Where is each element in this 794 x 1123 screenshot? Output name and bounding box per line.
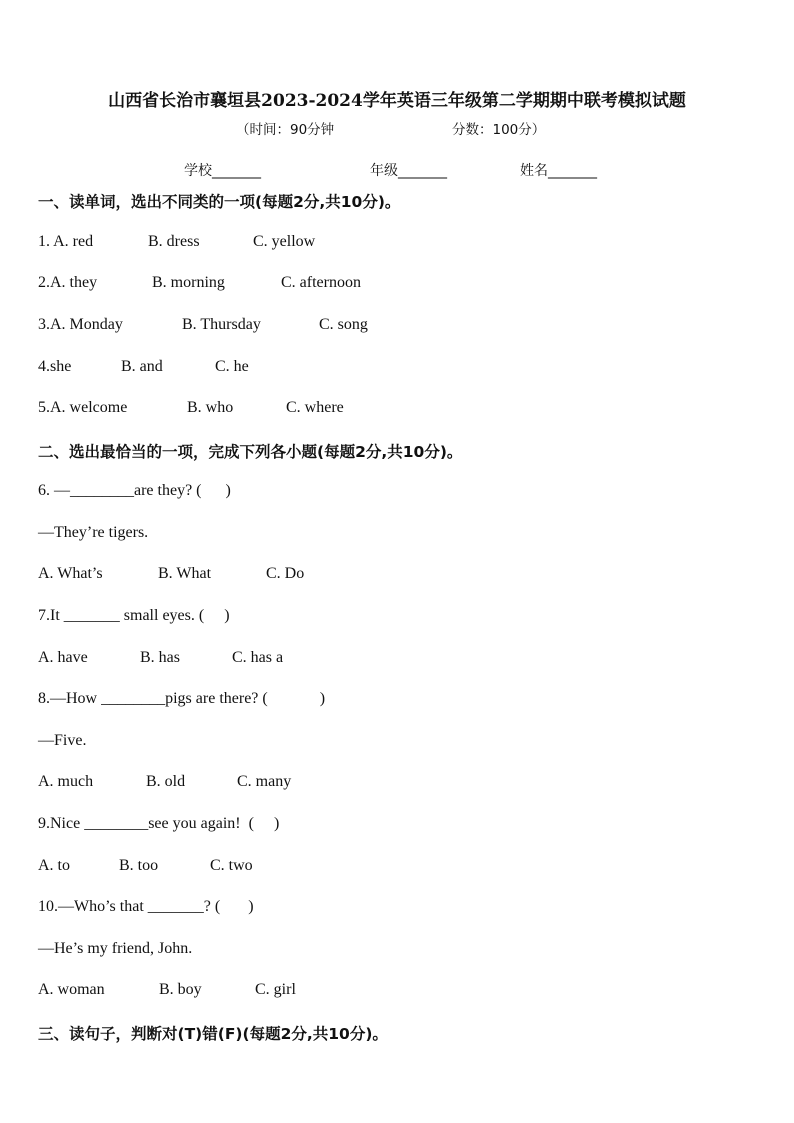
option-c: C. afternoon — [281, 274, 361, 291]
question-1 — [38, 233, 316, 255]
option-c: C. many — [237, 773, 292, 790]
option-c: C. yellow — [253, 233, 316, 250]
question-6: 6. —________are they? ( ) — [38, 482, 231, 499]
option-a: 1. A. red — [38, 233, 94, 250]
option-b: B. who — [187, 399, 234, 416]
section-3-heading: 三、读句子，判断对(T)错(F)(每题2分,共10分)。 — [38, 1025, 388, 1043]
section-2-heading: 二、选出最恰当的一项，完成下列各小题(每题2分,共10分)。 — [38, 443, 463, 461]
option-b: B. What — [158, 565, 212, 582]
option-a: 4.she — [38, 358, 72, 375]
question-6-options — [38, 565, 305, 587]
option-a: 3.A. Monday — [38, 316, 123, 333]
option-c: C. song — [319, 316, 368, 333]
exam-score: 分数：100分） — [452, 122, 546, 138]
question-10-answer: —He’s my friend, John. — [38, 940, 193, 957]
option-c: C. has a — [232, 649, 284, 666]
option-a: A. What’s — [38, 565, 103, 582]
grade-field: 年级_______ — [370, 163, 447, 179]
option-c: C. girl — [255, 981, 296, 998]
option-b: B. old — [146, 773, 186, 790]
option-a: 5.A. welcome — [38, 399, 128, 416]
option-b: B. morning — [152, 274, 225, 291]
question-3 — [38, 316, 368, 338]
question-8: 8.—How ________pigs are there? ( ) — [38, 690, 326, 707]
option-b: B. and — [121, 358, 163, 375]
section-1-heading: 一、读单词，选出不同类的一项(每题2分,共10分)。 — [38, 193, 401, 211]
option-b: B. dress — [148, 233, 200, 250]
question-5 — [38, 399, 344, 421]
school-field: 学校_______ — [184, 163, 261, 179]
question-10-options — [38, 981, 296, 1003]
name-field: 姓名_______ — [520, 163, 597, 179]
option-a: 2.A. they — [38, 274, 98, 291]
option-b: B. boy — [159, 981, 202, 998]
option-c: C. he — [215, 358, 249, 375]
option-b: B. has — [140, 649, 180, 666]
option-a: A. to — [38, 857, 70, 874]
question-8-answer: —Five. — [38, 732, 87, 749]
option-c: C. two — [210, 857, 253, 874]
option-a: A. much — [38, 773, 94, 790]
exam-title: 山西省长治市襄垣县2023-2024学年英语三年级第二学期期中联考模拟试题 — [108, 91, 686, 111]
question-10: 10.—Who’s that _______? ( ) — [38, 898, 254, 915]
question-7-options — [38, 649, 284, 671]
option-b: B. too — [119, 857, 159, 874]
question-2 — [38, 274, 361, 296]
question-9: 9.Nice ________see you again! ( ) — [38, 815, 280, 832]
exam-time: （时间：90分钟 — [236, 122, 335, 138]
option-b: B. Thursday — [182, 316, 261, 333]
question-9-options — [38, 857, 253, 879]
question-6-answer: —They’re tigers. — [38, 524, 149, 541]
option-a: A. have — [38, 649, 88, 666]
option-a: A. woman — [38, 981, 105, 998]
question-8-options — [38, 773, 292, 795]
question-7: 7.It _______ small eyes. ( ) — [38, 607, 230, 624]
option-c: C. Do — [266, 565, 305, 582]
question-4 — [38, 358, 249, 380]
option-c: C. where — [286, 399, 344, 416]
